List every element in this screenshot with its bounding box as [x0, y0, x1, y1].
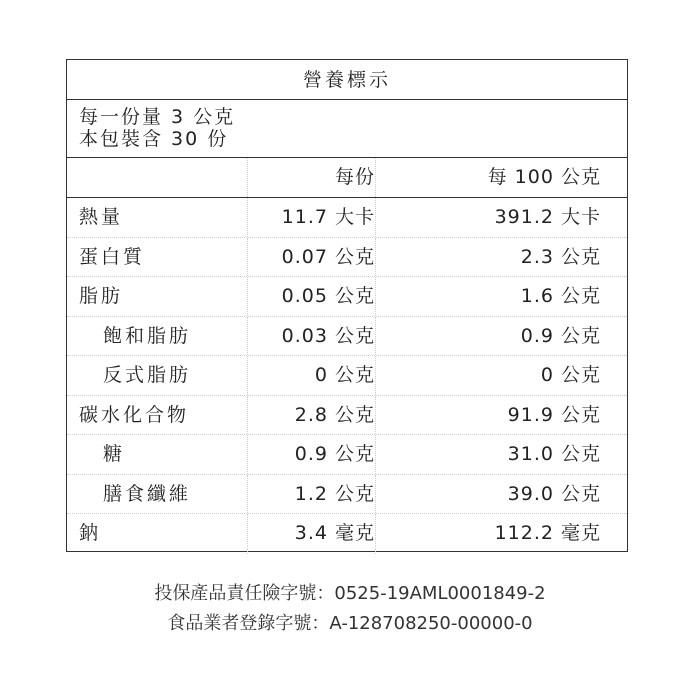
nutrient-name: 碳水化合物: [79, 403, 190, 426]
table-row-trans-fat: [67, 356, 627, 396]
table-row-sugar: [67, 435, 627, 475]
nutrient-name: 飽和脂肪: [103, 324, 192, 347]
table-row-sodium: [67, 514, 627, 554]
per-serving-value: 2.8 公克: [247, 396, 375, 435]
table-title: 營養標示: [67, 60, 627, 100]
per-serving-value: 3.4 毫克: [247, 514, 375, 554]
per-serving-value: 0.03 公克: [247, 317, 375, 356]
per-100g-value: 1.6 公克: [375, 277, 601, 316]
per-100g-value: 91.9 公克: [375, 396, 601, 435]
table-row-calories: [67, 198, 627, 238]
nutrient-name: 反式脂肪: [103, 364, 192, 386]
header-per-100g: 每 100 公克: [375, 158, 601, 197]
per-serving-value: 0.05 公克: [247, 277, 375, 316]
servings-per-package: 本包裝含 30 份: [79, 128, 229, 150]
table-row-dietary-fiber: [67, 475, 627, 515]
column-header-row: [67, 158, 627, 198]
insurance-number: 投保產品責任險字號：0525-19AML0001849-2: [154, 583, 546, 604]
table-row-protein: [67, 238, 627, 278]
per-100g-value: 0.9 公克: [375, 317, 601, 356]
table-row-fat: [67, 277, 627, 317]
nutrient-name: 鈉: [79, 522, 102, 544]
nutrient-name: 糖: [103, 443, 126, 465]
per-serving-value: 0 公克: [247, 356, 375, 395]
per-serving-value: 11.7 大卡: [247, 198, 375, 237]
per-serving-value: 0.07 公克: [247, 238, 375, 277]
registration-number: 食品業者登錄字號：A-128708250-00000-0: [167, 613, 533, 634]
nutrient-name: 熱量: [79, 206, 124, 228]
nutrition-facts-table: [66, 59, 628, 552]
per-100g-value: 112.2 毫克: [375, 514, 601, 554]
per-100g-value: 2.3 公克: [375, 238, 601, 277]
per-serving-value: 1.2 公克: [247, 475, 375, 514]
nutrient-name: 膳食纖維: [103, 482, 192, 505]
table-row-saturated-fat: [67, 317, 627, 357]
per-100g-value: 391.2 大卡: [375, 198, 601, 237]
nutrient-name: 脂肪: [79, 285, 124, 307]
per-100g-value: 39.0 公克: [375, 475, 601, 514]
per-100g-value: 0 公克: [375, 356, 601, 395]
serving-info: [67, 100, 627, 158]
header-name-cell: [67, 158, 247, 197]
per-serving-value: 0.9 公克: [247, 435, 375, 474]
table-row-carbohydrate: [67, 396, 627, 436]
per-100g-value: 31.0 公克: [375, 435, 601, 474]
serving-size: 每一份量 3 公克: [79, 106, 236, 128]
nutrient-name: 蛋白質: [79, 245, 146, 268]
header-per-serving: 每份: [247, 158, 375, 197]
